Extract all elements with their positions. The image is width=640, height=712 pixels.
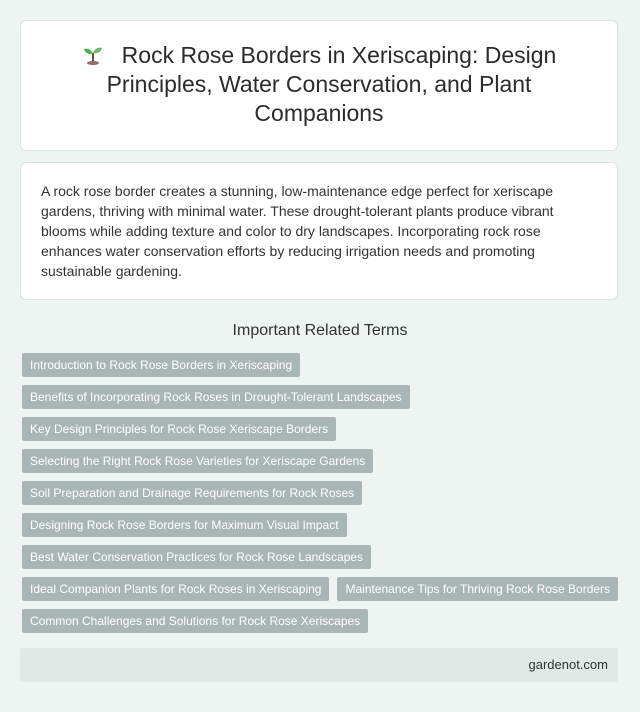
page-title-text: Rock Rose Borders in Xeriscaping: Design Principles, Water Conservation, and Plant Companions [106,42,557,126]
related-term-tag[interactable]: Maintenance Tips for Thriving Rock Rose Borders [337,577,618,601]
intro-text: A rock rose border creates a stunning, low-maintenance edge perfect for xeriscape gardens, thriving with minimal water. These drought-tolerant plants produce vibrant blooms while adding texture and color to dry landscapes. Incorporating rock rose enhances water conservation efforts by reducing irrigation needs and promoting sustainable gardening. [41,183,554,279]
related-term-tag[interactable]: Soil Preparation and Drainage Requirements for Rock Roses [22,481,362,505]
sprout-icon [82,43,104,65]
intro-card [20,162,618,300]
related-terms-list [22,353,620,633]
related-term-tag[interactable]: Ideal Companion Plants for Rock Roses in Xeriscaping [22,577,329,601]
footer-site-name[interactable]: gardenot.com [528,657,608,672]
related-term-tag[interactable]: Best Water Conservation Practices for Rock Rose Landscapes [22,545,371,569]
related-term-tag[interactable]: Selecting the Right Rock Rose Varieties for Xeriscape Gardens [22,449,373,473]
related-term-tag[interactable]: Designing Rock Rose Borders for Maximum Visual Impact [22,513,347,537]
related-term-tag[interactable]: Benefits of Incorporating Rock Roses in Drought-Tolerant Landscapes [22,385,410,409]
related-terms-heading: Important Related Terms [232,322,408,339]
related-term-tag[interactable]: Common Challenges and Solutions for Rock Rose Xeriscapes [22,609,368,633]
related-term-tag[interactable]: Introduction to Rock Rose Borders in Xeriscaping [22,353,300,377]
footer [20,648,618,682]
page-title [51,41,587,128]
title-card [20,20,618,151]
related-term-tag[interactable]: Key Design Principles for Rock Rose Xeriscape Borders [22,417,336,441]
